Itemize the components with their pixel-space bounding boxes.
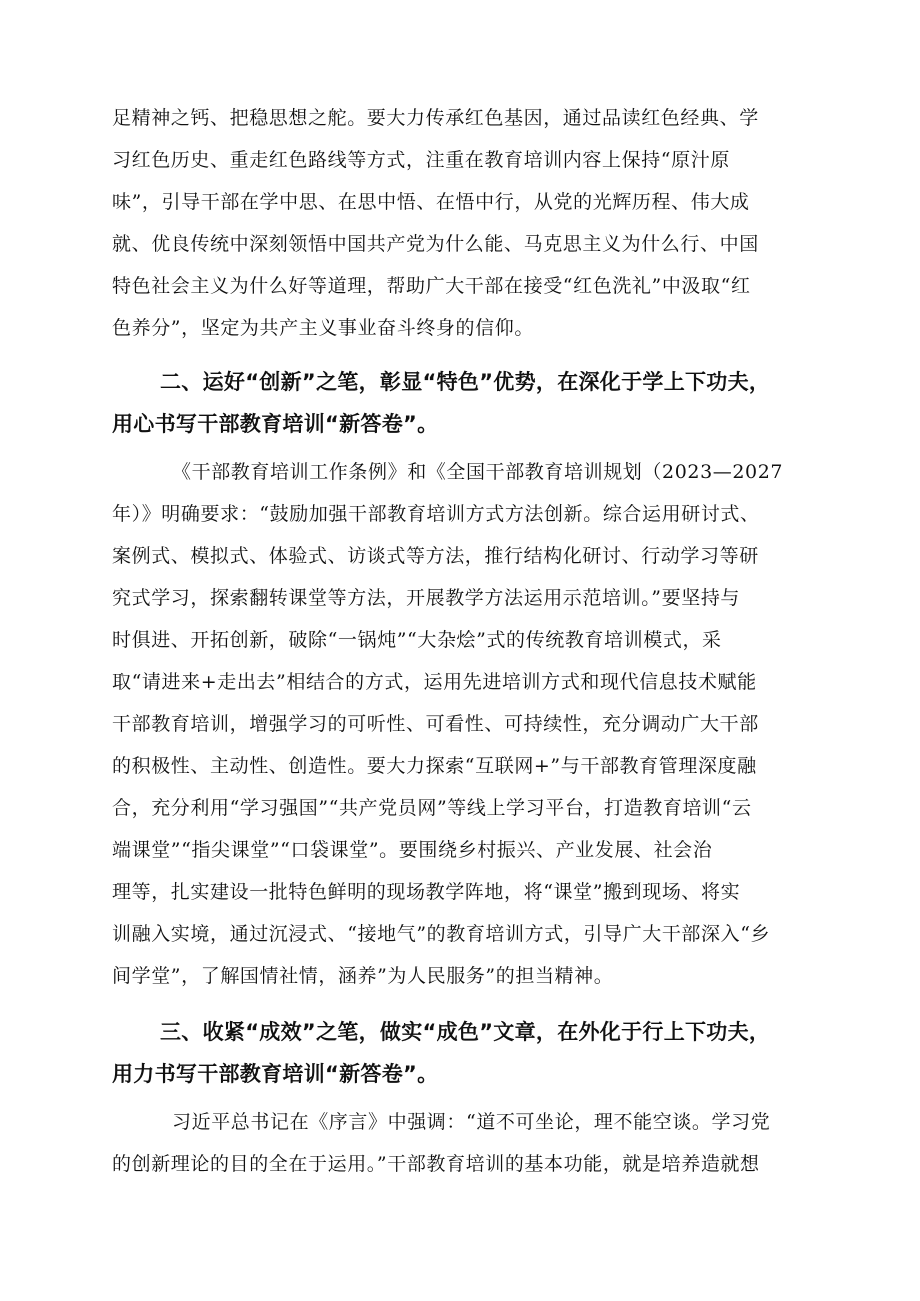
paragraph-line: 就、优良传统中深刻领悟中国共产党为什么能、马克思主义为什么行、中国 xyxy=(112,233,759,255)
paragraph-line: 习近平总书记在《序言》中强调：“道不可坐论，理不能空谈。学习党 xyxy=(172,1111,771,1133)
paragraph-line: 足精神之钙、把稳思想之舵。要大力传承红色基因，通过品读红色经典、学 xyxy=(112,107,759,129)
paragraph-line: 味”，引导干部在学中思、在思中悟、在悟中行，从党的光辉历程、伟大成 xyxy=(112,191,750,213)
paragraph-line: 训融入实境，通过沉浸式、“接地气”的教育培训方式，引导广大干部深入“乡 xyxy=(112,923,771,945)
paragraph-line: 案例式、模拟式、体验式、访谈式等方法，推行结构化研讨、行动学习等研 xyxy=(112,545,759,567)
paragraph-line: 合，充分利用“学习强国”“共产党员网”等线上学习平台，打造教育培训“云 xyxy=(112,797,752,819)
heading-line: 三、收紧“成效”之笔，做实“成色”文章，在外化于行上下功夫， xyxy=(160,1020,771,1044)
paragraph-line: 取“请进来+走出去”相结合的方式，运用先进培训方式和现代信息技术赋能 xyxy=(112,671,757,693)
paragraph-line: 究式学习，探索翻转课堂等方法，开展教学方法运用示范培训。”要坚持与 xyxy=(112,587,741,609)
paragraph-line: 的积极性、主动性、创造性。要大力探索“互联网+”与干部教育管理深度融 xyxy=(112,755,757,777)
paragraph-line: 特色社会主义为什么好等道理，帮助广大干部在接受“红色洗礼”中汲取“红 xyxy=(112,275,751,297)
paragraph-line: 间学堂”，了解国情社情，涵养”为人民服务”的担当精神。 xyxy=(112,965,614,987)
paragraph-line: 色养分”，坚定为共产主义事业奋斗终身的信仰。 xyxy=(112,317,534,339)
heading-line: 用力书写干部教育培训“新答卷”。 xyxy=(112,1062,439,1086)
heading-line: 二、运好“创新”之笔，彰显“特色”优势，在深化于学上下功夫， xyxy=(160,370,771,394)
paragraph-line: 年）》明确要求：“鼓励加强干部教育培训方式方法创新。综合运用研讨式、 xyxy=(112,503,760,525)
paragraph-line: 《干部教育培训工作条例》和《全国干部教育培训规划（2023—2027 xyxy=(172,461,784,483)
paragraph-line: 端课堂”“指尖课堂”“口袋课堂”。要围绕乡村振兴、产业发展、社会治 xyxy=(112,839,713,861)
paragraph-line: 习红色历史、重走红色路线等方式，注重在教育培训内容上保持“原汁原 xyxy=(112,149,730,171)
paragraph-line: 理等，扎实建设一批特色鲜明的现场教学阵地，将“课堂”搬到现场、将实 xyxy=(112,881,741,903)
paragraph-line: 干部教育培训，增强学习的可听性、可看性、可持续性，充分调动广大干部 xyxy=(112,713,759,735)
paragraph-line: 的创新理论的目的全在于运用。”干部教育培训的基本功能，就是培养造就想 xyxy=(112,1153,760,1175)
paragraph-line: 时俱进、开拓创新，破除“一锅炖”“大杂烩”式的传统教育培训模式，采 xyxy=(112,629,722,651)
heading-line: 用心书写干部教育培训“新答卷”。 xyxy=(112,412,439,436)
